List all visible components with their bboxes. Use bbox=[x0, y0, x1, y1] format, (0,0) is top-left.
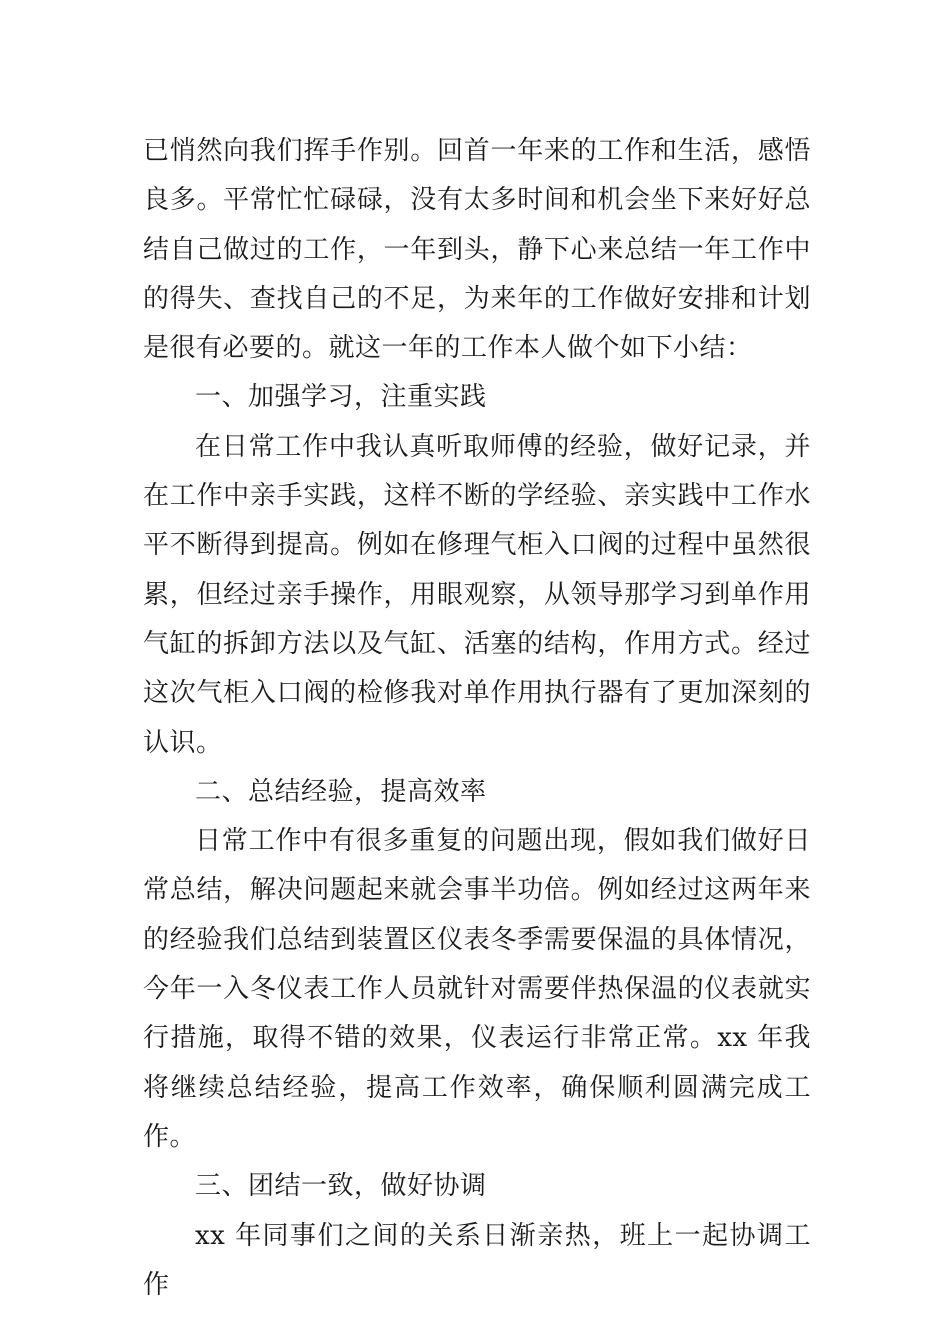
section-heading-3: 三、团结一致，做好协调 bbox=[195, 1171, 487, 1202]
intro-paragraph: 已悄然向我们挥手作别。回首一年来的工作和生活，感悟良多。平常忙忙碌碌，没有太多时间和机会坐下来好好总结自己做过的工作，一年到头，静下心来总结一年工作中的得失、查找自己的不足，为来年的工作做好安排和计划是很有必要的。就这一年的工作本人做个如下小结： bbox=[143, 136, 811, 364]
section-paragraph-3: xx 年同事们之间的关系日渐亲热，班上一起协调工作 bbox=[143, 1220, 811, 1300]
document-body bbox=[143, 127, 811, 1310]
section-heading-2: 二、总结经验，提高效率 bbox=[195, 776, 487, 807]
section-paragraph-2: 日常工作中有很多重复的问题出现，假如我们做好日常总结，解决问题起来就会事半功倍。例如经过这两年来的经验我们总结到装置区仪表冬季需要保温的具体情况，今年一入冬仪表工作人员就针对需要伴热保温的仪表就实行措施，取得不错的效果，仪表运行非常正常。xx 年我将继续总结经验，提高工作效率，确保顺利圆满完成工作。 bbox=[143, 826, 811, 1152]
section-paragraph-1: 在日常工作中我认真听取师傅的经验，做好记录，并在工作中亲手实践，这样不断的学经验、亲实践中工作水平不断得到提高。例如在修理气柜入口阀的过程中虽然很累，但经过亲手操作，用眼观察，从领导那学习到单作用气缸的拆卸方法以及气缸、活塞的结构，作用方式。经过这次气柜入口阀的检修我对单作用执行器有了更加深刻的认识。 bbox=[143, 431, 811, 758]
section-heading-1: 一、加强学习，注重实践 bbox=[195, 382, 487, 413]
